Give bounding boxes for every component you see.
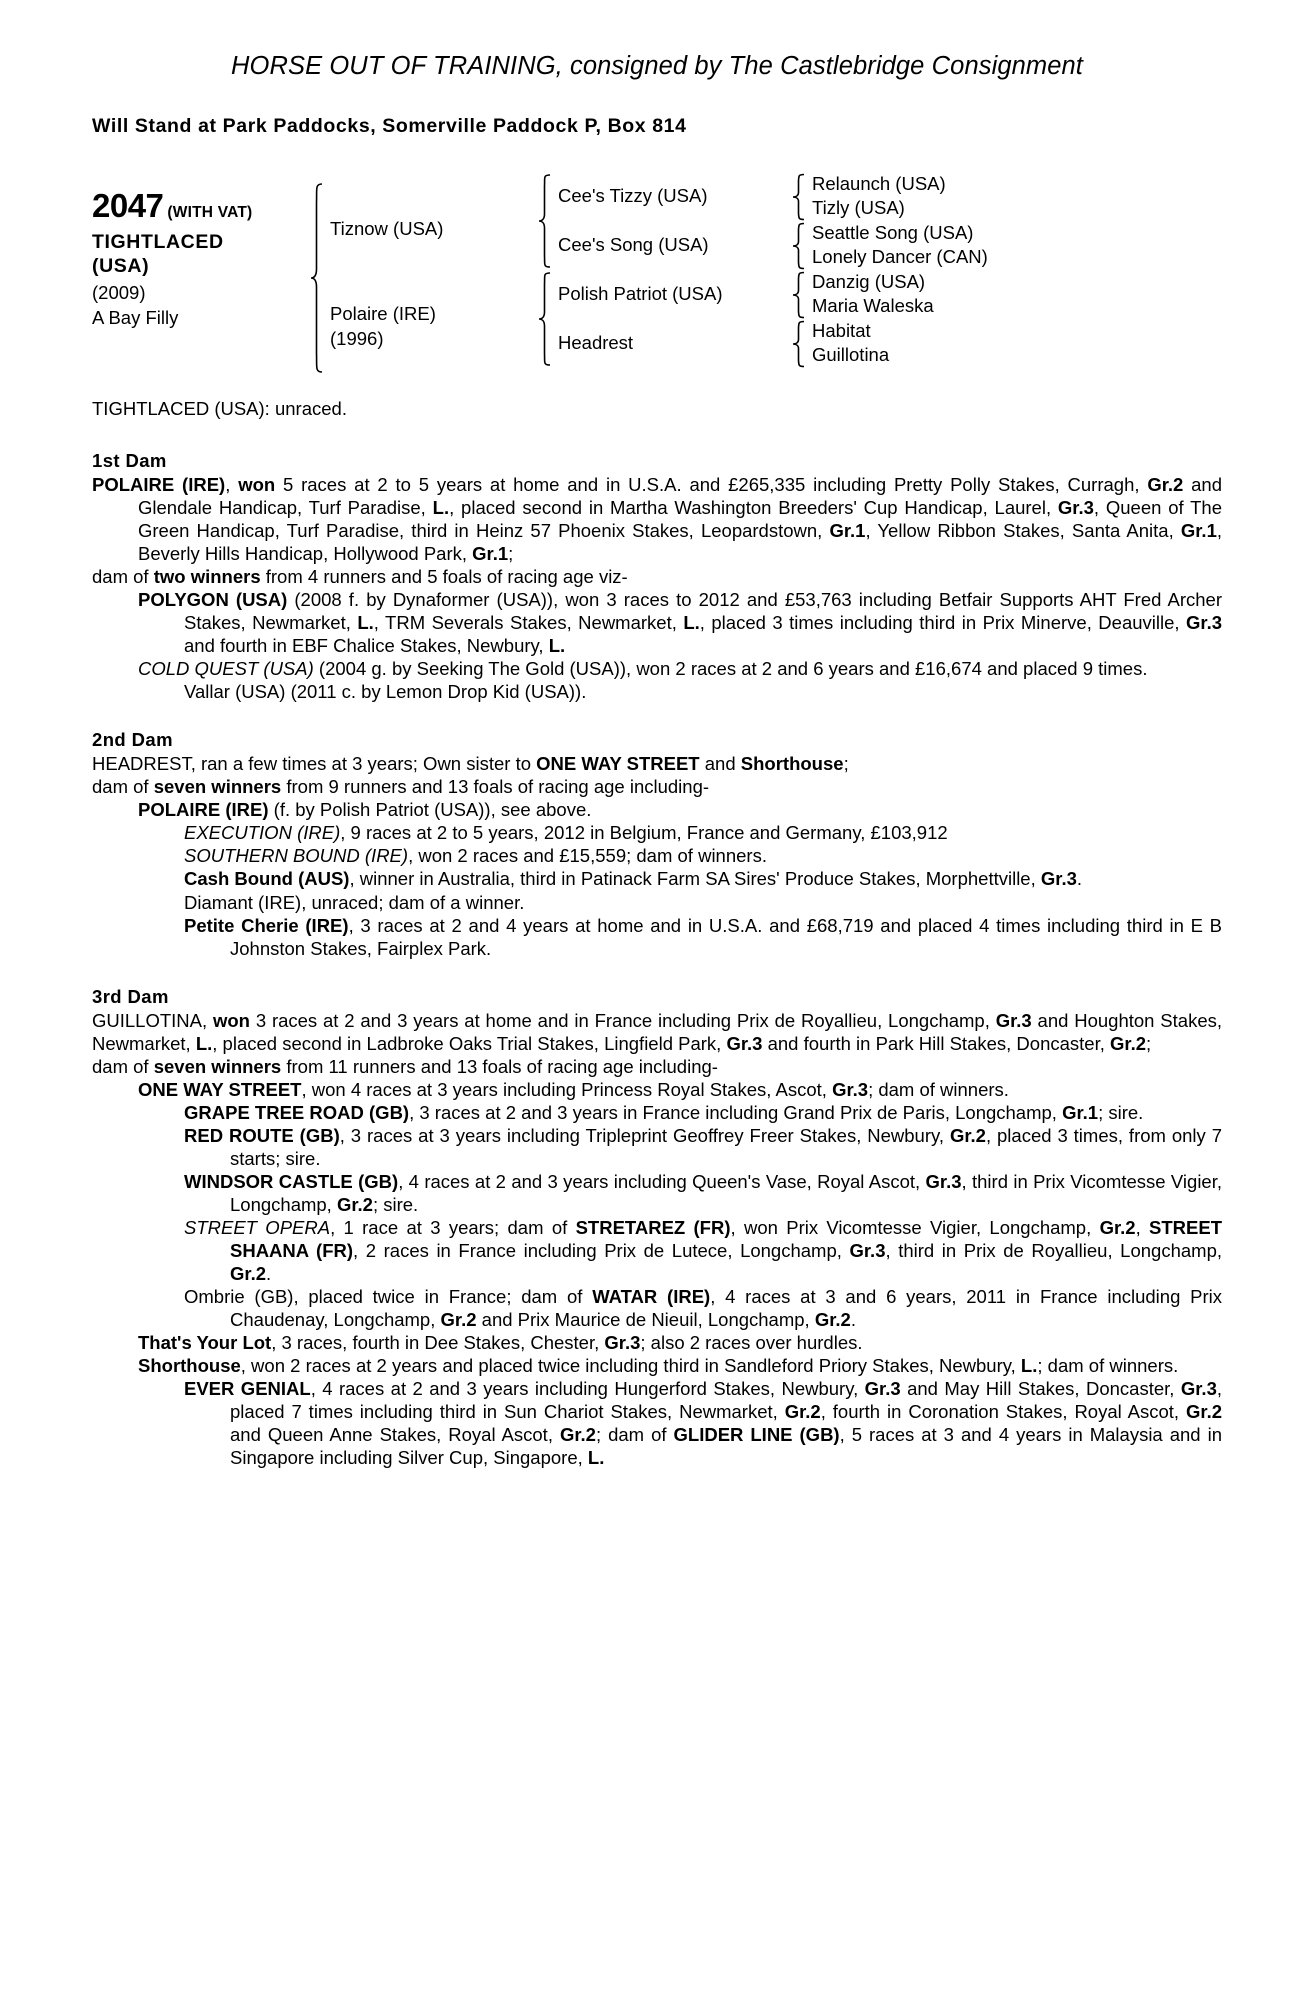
pedigree-section (92, 450, 1222, 703)
pedigree-gen2-name: Cee's Song (USA) (558, 234, 709, 256)
section-heading: 3rd Dam (92, 985, 169, 1007)
pedigree-entry: Vallar (USA) (2011 c. by Lemon Drop Kid (USA)). (184, 681, 587, 703)
pedigree-gen1 (310, 172, 538, 376)
pedigree-sire-name: Tiznow (USA) (330, 217, 444, 239)
pedigree-gen2-name: Polish Patriot (USA) (558, 283, 723, 305)
pedigree-entry: GRAPE TREE ROAD (GB), 3 races at 2 and 3 years in France including Grand Prix de Paris, Longchamp, Gr.1; sire. (184, 1101, 1144, 1123)
pedigree-gen3-name: Habitat (812, 319, 871, 341)
pedigree-gen3-item (812, 295, 1222, 320)
pedigree-entry: ONE WAY STREET, won 4 races at 3 years including Princess Royal Stakes, Ascot, Gr.3; dam of winners. (138, 1078, 1009, 1100)
brace-gen3-3 (792, 271, 805, 318)
pedigree-gen3-name: Seattle Song (USA) (812, 221, 974, 243)
pedigree-gen3-name: Danzig (USA) (812, 270, 926, 292)
pedigree-gen3-item (812, 270, 1222, 295)
pedigree-gen3-name: Guillotina (812, 344, 890, 366)
lot-number: 2047 (92, 187, 164, 224)
horse-country: (USA) (92, 255, 150, 277)
pedigree-entry: GUILLOTINA, won 3 races at 2 and 3 years at home and in France including Prix de Royallieu, Longchamp, Gr.3 and Houghton Stakes, Newmarket, L., placed second in Ladbroke Oaks Trial Stakes, Lingfield Park, Gr.3 and fourth in Park Hill Stakes, Doncaster, Gr.2; (92, 1009, 1223, 1054)
pedigree-gen2-name: Headrest (558, 332, 634, 354)
pedigree-entry: dam of two winners from 4 runners and 5 foals of racing age viz- (92, 566, 628, 588)
pedigree-section (92, 729, 1222, 959)
pedigree-entry: RED ROUTE (GB), 3 races at 3 years including Tripleprint Geoffrey Freer Stakes, Newbury, Gr.2, placed 3 times, from only 7 starts; sire. (184, 1124, 1222, 1169)
pedigree-entry: Diamant (IRE), unraced; dam of a winner. (184, 891, 525, 913)
brace-gen2-bottom (538, 272, 551, 366)
pedigree-gen3-name: Lonely Dancer (CAN) (812, 246, 988, 268)
pedigree-entry: POLAIRE (IRE), won 5 races at 2 to 5 years at home and in U.S.A. and £265,335 including Pretty Polly Stakes, Curragh, Gr.2 and Glendale Handicap, Turf Paradise, L., placed second in Martha Washington Breeders' Cup Handicap, Laurel, Gr.3, Queen of The Green Handicap, Turf Paradise, third in Heinz 57 Phoenix Stakes, Leopardstown, Gr.1, Yellow Ribbon Stakes, Santa Anita, Gr.1, Beverly Hills Handicap, Hollywood Park, Gr.1; (92, 474, 1223, 565)
pedigree-dam-name: Polaire (IRE) (330, 303, 436, 325)
lot-number-row (92, 184, 310, 228)
brace-gen1 (310, 183, 323, 373)
brace-gen3-2 (792, 222, 805, 269)
lot-info (92, 172, 310, 329)
pedigree-gen2-item (558, 270, 792, 319)
pedigree-entry: dam of seven winners from 9 runners and 13 foals of racing age including- (92, 776, 710, 798)
pedigree-entry: Cash Bound (AUS), winner in Australia, third in Patinack Farm SA Sires' Produce Stakes, Morphettville, Gr.3. (184, 868, 1083, 890)
horse-year: (2009) (92, 281, 146, 303)
section-heading: 2nd Dam (92, 729, 173, 751)
brace-gen3-4 (792, 320, 805, 367)
pedigree-entry: STREET OPERA, 1 race at 3 years; dam of STRETAREZ (FR), won Prix Vicomtesse Vigier, Longchamp, Gr.2, STREET SHAANA (FR), 2 races in France including Prix de Lutece, Longchamp, Gr.3, third in Prix de Royallieu, Longchamp, Gr.2. (184, 1216, 1223, 1284)
pedigree-gen3-name: Relaunch (USA) (812, 172, 946, 194)
pedigree-entry: Petite Cherie (IRE), 3 races at 2 and 4 years at home and in U.S.A. and £68,719 and placed 4 times including third in E B Johnston Stakes, Fairplex Park. (184, 914, 1222, 959)
pedigree-entry: EVER GENIAL, 4 races at 2 and 3 years including Hungerford Stakes, Newbury, Gr.3 and May Hill Stakes, Doncaster, Gr.3, placed 7 times including third in Sun Chariot Stakes, Newmarket, Gr.2, fourth in Coronation Stakes, Royal Ascot, Gr.2 and Queen Anne Stakes, Royal Ascot, Gr.2; dam of GLIDER LINE (GB), 5 races at 3 and 4 years in Malaysia and in Singapore including Silver Cup, Singapore, L. (184, 1378, 1222, 1469)
pedigree-gen3-name: Maria Waleska (812, 295, 934, 317)
pedigree-gen2-item (558, 221, 792, 270)
pedigree-entry: dam of seven winners from 11 runners and 13 foals of racing age including- (92, 1055, 718, 1077)
pedigree-entry: That's Your Lot, 3 races, fourth in Dee Stakes, Chester, Gr.3; also 2 races over hurdles. (138, 1332, 863, 1354)
pedigree-gen3-item (812, 221, 1222, 246)
pedigree-gen3-item (812, 319, 1222, 344)
pedigree-entry: COLD QUEST (USA) (2004 g. by Seeking The Gold (USA)), won 2 races at 2 and 6 years and £16,674 and placed 9 times. (138, 658, 1148, 680)
pedigree-gen2 (538, 172, 792, 368)
pedigree-entry: SOUTHERN BOUND (IRE), won 2 races and £15,559; dam of winners. (184, 845, 767, 867)
pedigree-entry: HEADREST, ran a few times at 3 years; Own sister to ONE WAY STREET and Shorthouse; (92, 753, 849, 775)
horse-name-text: TIGHTLACED (92, 231, 224, 254)
lot-vat-note: (WITH VAT) (167, 204, 253, 221)
horse-description: A Bay Filly (92, 307, 179, 329)
pedigree-entry: WINDSOR CASTLE (GB), 4 races at 2 and 3 years including Queen's Vase, Royal Ascot, Gr.3, third in Prix Vicomtesse Vigier, Longchamp, Gr.2; sire. (184, 1170, 1223, 1215)
standing-line: Will Stand at Park Paddocks, Somerville Paddock P, Box 814 (92, 115, 687, 137)
page-title: HORSE OUT OF TRAINING, consigned by The Castlebridge Consignment (231, 52, 1083, 80)
pedigree-gen2-name: Cee's Tizzy (USA) (558, 185, 708, 207)
pedigree-section (92, 986, 1222, 1470)
race-summary: TIGHTLACED (USA): unraced. (92, 398, 347, 419)
brace-gen2-top (538, 174, 551, 268)
pedigree-gen3-item (812, 246, 1222, 271)
pedigree-sire (330, 180, 538, 278)
pedigree-gen2-item (558, 319, 792, 368)
pedigree-sections (92, 450, 1222, 1469)
pedigree-gen3 (792, 172, 1222, 368)
pedigree-entry: POLAIRE (IRE) (f. by Polish Patriot (USA)), see above. (138, 799, 592, 821)
pedigree-dam (330, 278, 538, 376)
pedigree-gen3-item (812, 197, 1222, 222)
pedigree-gen3-item (812, 172, 1222, 197)
pedigree-dam-year: (1996) (330, 328, 384, 349)
pedigree-entry: Ombrie (GB), placed twice in France; dam of WATAR (IRE), 4 races at 3 and 6 years, 2011 in France including Prix Chaudenay, Longchamp, Gr.2 and Prix Maurice de Nieuil, Longchamp, Gr.2. (184, 1285, 1222, 1330)
pedigree-gen2-item (558, 172, 792, 221)
horse-name (92, 231, 310, 279)
section-heading: 1st Dam (92, 450, 167, 471)
pedigree-gen3-name: Tizly (USA) (812, 197, 905, 219)
pedigree-entry: EXECUTION (IRE), 9 races at 2 to 5 years, 2012 in Belgium, France and Germany, £103,912 (184, 822, 948, 844)
pedigree-gen3-item (812, 344, 1222, 369)
pedigree-entry: POLYGON (USA) (2008 f. by Dynaformer (USA)), won 3 races to 2012 and £53,763 including Betfair Supports AHT Fred Archer Stakes, Newmarket, L., TRM Severals Stakes, Newmarket, L., placed 3 times including third in Prix Minerve, Deauville, Gr.3 and fourth in EBF Chalice Stakes, Newbury, L. (138, 589, 1222, 657)
pedigree-entry: Shorthouse, won 2 races at 2 years and placed twice including third in Sandleford Priory Stakes, Newbury, L.; dam of winners. (138, 1355, 1179, 1377)
brace-gen3-1 (792, 173, 805, 220)
pedigree-chart (92, 172, 1222, 376)
